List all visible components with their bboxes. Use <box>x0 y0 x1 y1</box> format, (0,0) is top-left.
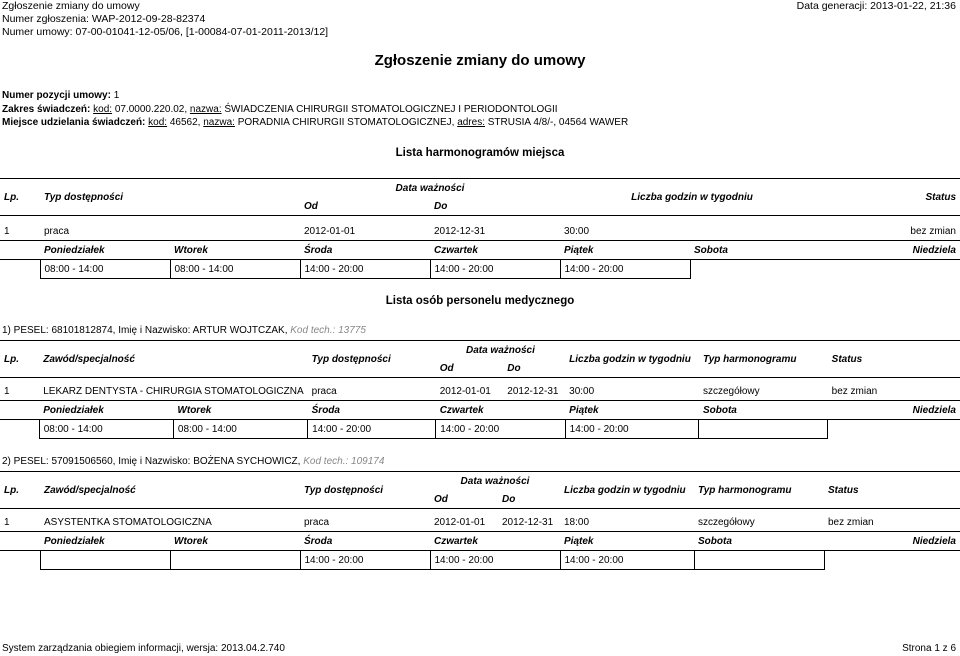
request-number: Numer zgłoszenia: WAP-2012-09-28-82374 <box>2 13 206 25</box>
col-to: Do <box>498 490 560 509</box>
row-hours: 18:00 <box>560 513 694 532</box>
day-monday: Poniedziałek <box>40 532 170 551</box>
day-monday: Poniedziałek <box>40 241 170 260</box>
day-wednesday: Środa <box>300 532 430 551</box>
person-header <box>2 456 384 467</box>
row-type: praca <box>40 222 300 241</box>
day-friday: Piątek <box>565 401 699 420</box>
col-status: Status <box>828 341 960 378</box>
hours-wednesday: 14:00 - 20:00 <box>300 260 430 279</box>
place-address-label: adres: <box>457 117 485 128</box>
col-schedule-type: Typ harmonogramu <box>699 341 828 378</box>
day-tuesday: Wtorek <box>170 532 300 551</box>
day-sunday: Niedziela <box>824 532 960 551</box>
footer-page-number: Strona 1 z 6 <box>902 643 956 654</box>
day-thursday: Czwartek <box>430 532 560 551</box>
row-lp: 1 <box>0 222 40 241</box>
hours-wednesday: 14:00 - 20:00 <box>308 420 436 439</box>
day-sunday: Niedziela <box>824 241 960 260</box>
col-schedule-type: Typ harmonogramu <box>694 472 824 509</box>
row-lp: 1 <box>0 513 40 532</box>
table-row <box>0 382 960 401</box>
day-thursday: Czwartek <box>436 401 565 420</box>
day-thursday: Czwartek <box>430 241 560 260</box>
row-to: 2012-12-31 <box>498 513 560 532</box>
hours-tuesday <box>170 551 300 570</box>
row-from: 2012-01-01 <box>430 513 498 532</box>
person-info: 1) PESEL: 68101812874, Imię i Nazwisko: ARTUR WOJTCZAK, <box>2 325 288 336</box>
person-info: 2) PESEL: 57091506560, Imię i Nazwisko: BOŻENA SYCHOWICZ, <box>2 456 301 467</box>
place-schedule-table <box>0 178 960 279</box>
place-code: 46562, <box>169 117 201 128</box>
hours-thursday: 14:00 - 20:00 <box>436 420 565 439</box>
scope-code: 07.0000.220.02, <box>114 103 188 115</box>
hours-wednesday: 14:00 - 20:00 <box>300 551 430 570</box>
hours-saturday <box>690 260 824 279</box>
col-weekly-hours: Liczba godzin w tygodniu <box>560 179 824 216</box>
hours-sunday <box>828 420 960 439</box>
place-name-label: nazwa: <box>203 117 235 128</box>
col-weekly-hours: Liczba godzin w tygodniu <box>560 472 694 509</box>
col-availability-type: Typ dostępności <box>308 341 436 378</box>
col-to: Do <box>503 359 565 378</box>
col-from: Od <box>300 197 430 216</box>
staff-list-title: Lista osób personelu medycznego <box>385 295 575 307</box>
row-from: 2012-01-01 <box>436 382 504 401</box>
row-hours: 30:00 <box>560 222 824 241</box>
document-header <box>2 0 328 39</box>
place-code-label: kod: <box>148 117 168 128</box>
row-to: 2012-12-31 <box>430 222 560 241</box>
day-monday: Poniedziałek <box>39 401 173 420</box>
col-availability-type: Typ dostępności <box>40 179 300 216</box>
day-wednesday: Środa <box>308 401 436 420</box>
col-to: Do <box>430 197 560 216</box>
hours-thursday: 14:00 - 20:00 <box>430 260 560 279</box>
scope-label: Zakres świadczeń: <box>2 103 91 115</box>
contract-info <box>2 89 628 130</box>
scope-name-label: nazwa: <box>189 103 222 115</box>
day-sunday: Niedziela <box>828 401 960 420</box>
hours-saturday <box>694 551 824 570</box>
col-profession: Zawód/specjalność <box>39 341 307 378</box>
row-profession: LEKARZ DENTYSTA - CHIRURGIA STOMATOLOGICZNA <box>39 382 307 401</box>
hours-tuesday: 08:00 - 14:00 <box>173 420 307 439</box>
place-label: Miejsce udzielania świadczeń: <box>2 117 146 128</box>
hours-thursday: 14:00 - 20:00 <box>430 551 560 570</box>
hours-friday: 14:00 - 20:00 <box>565 420 699 439</box>
col-status: Status <box>824 179 960 216</box>
row-hours: 30:00 <box>565 382 699 401</box>
col-profession: Zawód/specjalność <box>40 472 300 509</box>
day-tuesday: Wtorek <box>170 241 300 260</box>
col-from: Od <box>430 490 498 509</box>
row-to: 2012-12-31 <box>503 382 565 401</box>
row-schedule-type: szczegółowy <box>699 382 828 401</box>
row-schedule-type: szczegółowy <box>694 513 824 532</box>
col-lp: Lp. <box>0 341 39 378</box>
row-status: bez zmian <box>824 513 960 532</box>
col-availability-type: Typ dostępności <box>300 472 430 509</box>
col-lp: Lp. <box>0 472 40 509</box>
person-header <box>2 325 366 336</box>
day-friday: Piątek <box>560 532 694 551</box>
row-profession: ASYSTENTKA STOMATOLOGICZNA <box>40 513 300 532</box>
hours-monday: 08:00 - 14:00 <box>39 420 173 439</box>
hours-friday: 14:00 - 20:00 <box>560 551 694 570</box>
place-address: STRUSIA 4/8/-, 04564 WAWER <box>487 117 629 128</box>
person-tech-code: Kod tech.: 109174 <box>303 456 385 467</box>
scope-name: ŚWIADCZENIA CHIRURGII STOMATOLOGICZNEJ I PERIODONTOLOGII <box>224 103 558 115</box>
col-validity-date: Data ważności <box>395 182 465 194</box>
day-saturday: Sobota <box>699 401 828 420</box>
position-value: 1 <box>113 90 120 101</box>
day-saturday: Sobota <box>690 241 824 260</box>
person-tech-code: Kod tech.: 13775 <box>290 325 366 336</box>
position-label: Numer pozycji umowy: <box>2 90 111 101</box>
table-row <box>0 222 960 241</box>
hours-saturday <box>699 420 828 439</box>
col-validity-date: Data ważności <box>465 344 535 356</box>
row-type: praca <box>308 382 436 401</box>
place-name: PORADNIA CHIRURGII STOMATOLOGICZNEJ, <box>237 117 455 128</box>
col-weekly-hours: Liczba godzin w tygodniu <box>565 341 699 378</box>
schedule-list-title: Lista harmonogramów miejsca <box>395 147 565 159</box>
contract-number: Numer umowy: 07-00-01041-12-05/06, [1-00084-07-01-2011-2013/12] <box>2 26 329 38</box>
col-validity-date: Data ważności <box>460 475 530 487</box>
col-lp: Lp. <box>0 179 40 216</box>
day-tuesday: Wtorek <box>173 401 307 420</box>
row-lp: 1 <box>0 382 39 401</box>
table-row <box>0 513 960 532</box>
day-saturday: Sobota <box>694 532 824 551</box>
row-type: praca <box>300 513 430 532</box>
scope-code-label: kod: <box>93 103 113 115</box>
row-status: bez zmian <box>824 222 960 241</box>
document-title-small: Zgłoszenie zmiany do umowy <box>2 0 140 12</box>
col-status: Status <box>824 472 960 509</box>
staff-schedule-table <box>0 471 960 570</box>
staff-schedule-table <box>0 340 960 439</box>
hours-sunday <box>824 260 960 279</box>
footer-system-info: System zarządzania obiegiem informacji, wersja: 2013.04.2.740 <box>2 643 285 654</box>
col-from: Od <box>436 359 504 378</box>
generation-date: Data generacji: 2013-01-22, 21:36 <box>796 0 956 12</box>
hours-monday <box>40 551 170 570</box>
day-friday: Piątek <box>560 241 690 260</box>
hours-tuesday: 08:00 - 14:00 <box>170 260 300 279</box>
page-title: Zgłoszenie zmiany do umowy <box>374 52 586 69</box>
day-wednesday: Środa <box>300 241 430 260</box>
row-from: 2012-01-01 <box>300 222 430 241</box>
hours-friday: 14:00 - 20:00 <box>560 260 690 279</box>
hours-sunday <box>824 551 960 570</box>
row-status: bez zmian <box>828 382 960 401</box>
hours-monday: 08:00 - 14:00 <box>40 260 170 279</box>
